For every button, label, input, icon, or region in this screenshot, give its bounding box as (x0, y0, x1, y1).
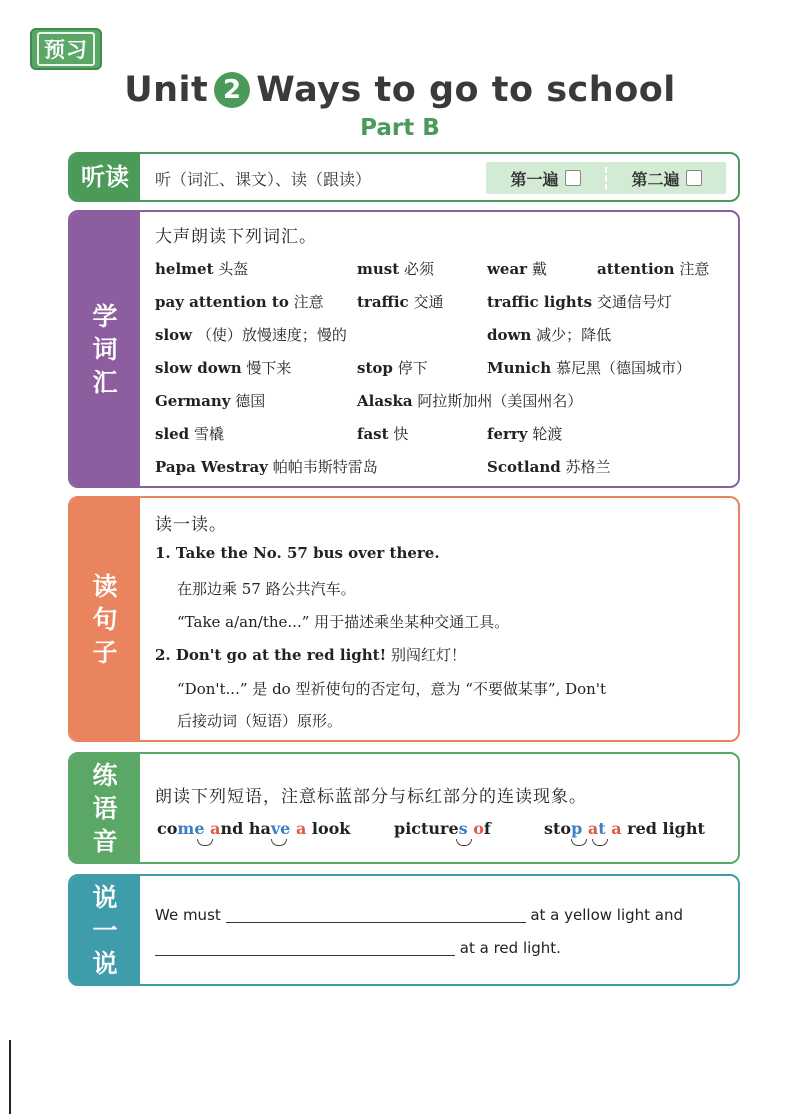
vocab-item: traffic lights 交通信号灯 (487, 293, 672, 311)
vocab-item: helmet 头盔 (155, 260, 249, 278)
pass-first (486, 167, 605, 190)
speak-side-label: 说一说 (70, 876, 140, 984)
vocab-side-label: 学词汇 (70, 212, 140, 486)
listen-description: 听（词汇、课文）、读（跟读） (155, 170, 372, 189)
preview-badge: 预习 (30, 28, 102, 70)
speak-section (68, 874, 740, 986)
vocab-item: Germany 德国 (155, 392, 266, 410)
phonics-side-label: 练语音 (70, 754, 140, 862)
pass-first-label: 第一遍 (510, 169, 559, 189)
liaison-mark (197, 839, 213, 846)
phonics-heading: 朗读下列短语，注意标蓝部分与标红部分的连读现象。 (155, 787, 587, 807)
speak-line-2: at a red light. (155, 939, 561, 957)
vocab-item: Scotland 苏格兰 (487, 458, 611, 476)
page-margin-line (9, 1040, 11, 1114)
vocab-item: sled 雪橇 (155, 425, 224, 443)
vocab-item: pay attention to 注意 (155, 293, 324, 311)
vocab-heading: 大声朗读下列词汇。 (155, 227, 317, 247)
sentence-2-en: 2. Don't go at the red light! 别闯红灯！ (155, 646, 466, 664)
phonics-section (68, 752, 740, 864)
phrase-stop-at-a-red-light: stop at a red light (544, 819, 705, 838)
phrase-pictures-of: pictures of (394, 819, 491, 838)
vocab-item: attention 注意 (597, 260, 710, 278)
vocab-item: Papa Westray 帕帕韦斯特雷岛 (155, 458, 378, 476)
vocab-item: slow （使）放慢速度；慢的 (155, 326, 347, 344)
vocab-item: wear 戴 (487, 260, 547, 278)
read-side-label: 读句子 (70, 498, 140, 740)
page-subtitle: Part B (360, 115, 440, 141)
vocab-item: stop 停下 (357, 359, 428, 377)
listen-side-label: 听读 (70, 154, 140, 200)
sentence-2-note: “Don't...” 是 do 型祈使句的否定句，意为 “不要做某事”, Don't (177, 680, 606, 698)
vocab-item: traffic 交通 (357, 293, 444, 311)
page-title (0, 70, 800, 110)
pass-first-checkbox[interactable] (565, 170, 581, 186)
listen-read-section (68, 152, 740, 202)
read-heading: 读一读。 (155, 515, 227, 535)
speak-line-1: We must at a yellow light and (155, 906, 684, 924)
vocab-item: slow down 慢下来 (155, 359, 292, 377)
liaison-mark (271, 839, 287, 846)
sentence-1-note: “Take a/an/the...” 用于描述乘坐某种交通工具。 (177, 613, 510, 631)
pass-second (605, 167, 726, 190)
title-rest: Ways to go to school (256, 70, 676, 110)
sentence-1-zh: 在那边乘 57 路公共汽车。 (177, 580, 356, 598)
liaison-mark (456, 839, 472, 846)
pass-second-checkbox[interactable] (686, 170, 702, 186)
vocab-item: down 减少；降低 (487, 326, 612, 344)
vocab-section (68, 210, 740, 488)
highlight-mark: do 型祈使句的否定句 (272, 680, 416, 698)
answer-blank-2[interactable] (155, 955, 455, 956)
vocab-item: Munich 慕尼黑（德国城市） (487, 359, 691, 377)
answer-blank-1[interactable] (226, 922, 526, 923)
vocab-item: fast 快 (357, 425, 409, 443)
pass-tracker (486, 162, 726, 194)
vocab-item: must 必须 (357, 260, 434, 278)
highlight-mark: 描述乘坐某种交通工具 (344, 613, 495, 631)
unit-number: 2 (214, 72, 250, 108)
phrase-come-and-have-a-look: come and have a look (157, 819, 350, 838)
sentence-2-note-cont: 后接动词（短语）原形。 (177, 712, 343, 730)
vocab-item: ferry 轮渡 (487, 425, 563, 443)
title-unit: Unit (124, 70, 209, 110)
liaison-mark (592, 839, 608, 846)
read-sentences-section (68, 496, 740, 742)
sentence-1-en: 1. Take the No. 57 bus over there. (155, 544, 440, 562)
liaison-mark (571, 839, 587, 846)
vocab-item: Alaska 阿拉斯加州（美国州名） (357, 392, 583, 410)
pass-second-label: 第二遍 (631, 169, 680, 189)
